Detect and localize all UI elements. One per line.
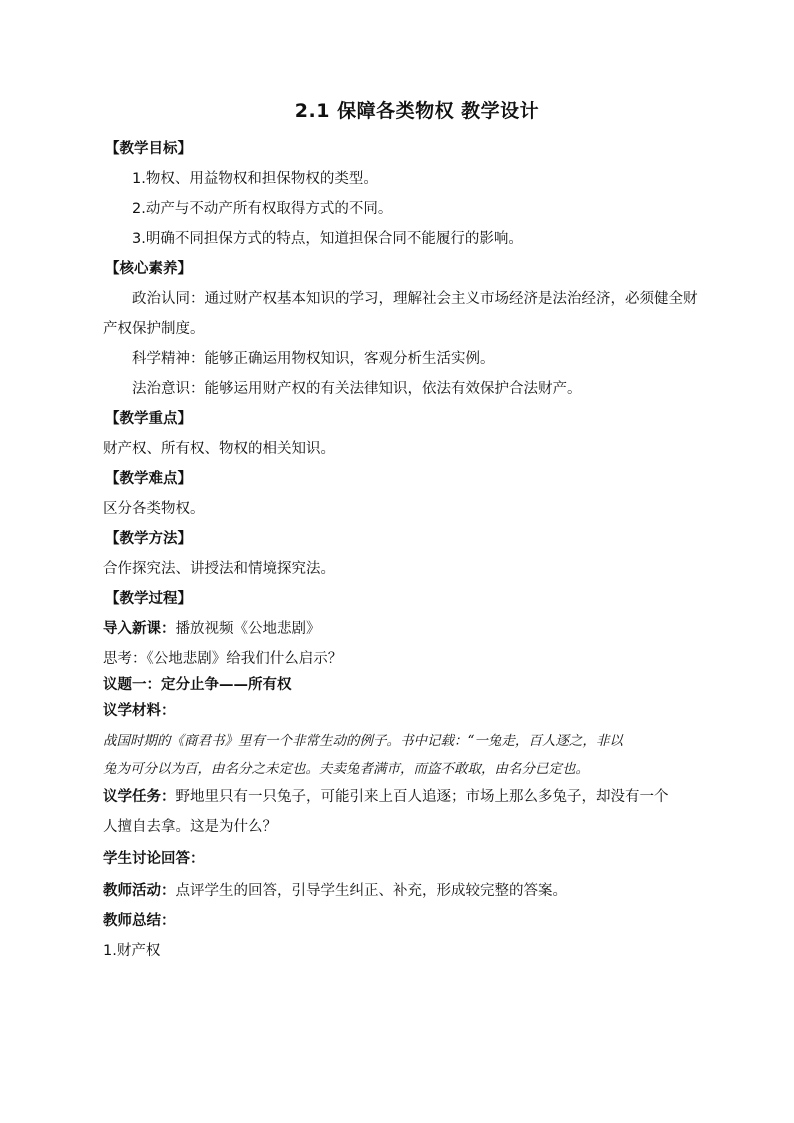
method-text: 合作探究法、讲授法和情境探究法。 [103,561,335,577]
summary-item: 1.财产权 [103,943,161,959]
summary-label: 教师总结： [103,913,176,929]
literacy-law: 法治意识：能够运用财产权的有关法律知识，依法有效保护合法财产。 [132,381,582,397]
section-heading-literacy: 【核心素养】 [105,261,192,277]
intro-text: 播放视频《公地悲剧》 [175,621,321,637]
think-paragraph: 思考：《公地悲剧》给我们什么启示？ [103,651,343,667]
page-title: 2.1 保障各类物权 教学设计 [294,100,540,122]
key-text: 财产权、所有权、物权的相关知识。 [103,441,335,457]
teacher-paragraph [103,876,723,906]
difficulty-text: 区分各类物权。 [103,501,205,517]
topic-heading: 议题一：定分止争——所有权 [103,677,292,693]
section-heading-goals: 【教学目标】 [105,141,192,157]
teacher-label: 教师活动： [103,883,176,899]
teacher-text: 点评学生的回答，引导学生纠正、补充，形成较完整的答案。 [175,883,567,899]
section-heading-method: 【教学方法】 [105,531,192,547]
literacy-political: 政治认同：通过财产权基本知识的学习，理解社会主义市场经济是法治经济，必须健全财 [132,291,698,307]
goal-item: 1.物权、用益物权和担保物权的类型。 [132,171,378,187]
literacy-science: 科学精神：能够正确运用物权知识，客观分析生活实例。 [132,351,495,367]
student-label: 学生讨论回答： [103,851,205,867]
task-label: 议学任务： [103,789,176,805]
material-line: 兔为可分以为百，由名分之未定也。夫卖兔者满市，而盗不敢取，由名分已定也。 [103,761,589,777]
section-heading-difficulty: 【教学难点】 [105,471,192,487]
material-label: 议学材料： [103,703,176,719]
task-text: 野地里只有一只兔子，可能引来上百人追逐；市场上那么多兔子，却没有一个 [175,789,669,805]
task-paragraph [103,782,723,812]
intro-paragraph [103,614,723,644]
section-heading-process: 【教学过程】 [105,591,192,607]
intro-label: 导入新课： [103,621,176,637]
section-heading-key: 【教学重点】 [105,411,192,427]
goal-item: 3.明确不同担保方式的特点，知道担保合同不能履行的影响。 [132,231,523,247]
document-body [103,134,723,966]
material-line: 战国时期的《商君书》里有一个非常生动的例子。书中记载：“一兔走，百人逐之，非以 [103,733,623,749]
goal-item: 2.动产与不动产所有权取得方式的不同。 [132,201,393,217]
literacy-political-cont: 产权保护制度。 [103,321,205,337]
task-paragraph-cont: 人擅自去拿。这是为什么？ [103,819,277,835]
